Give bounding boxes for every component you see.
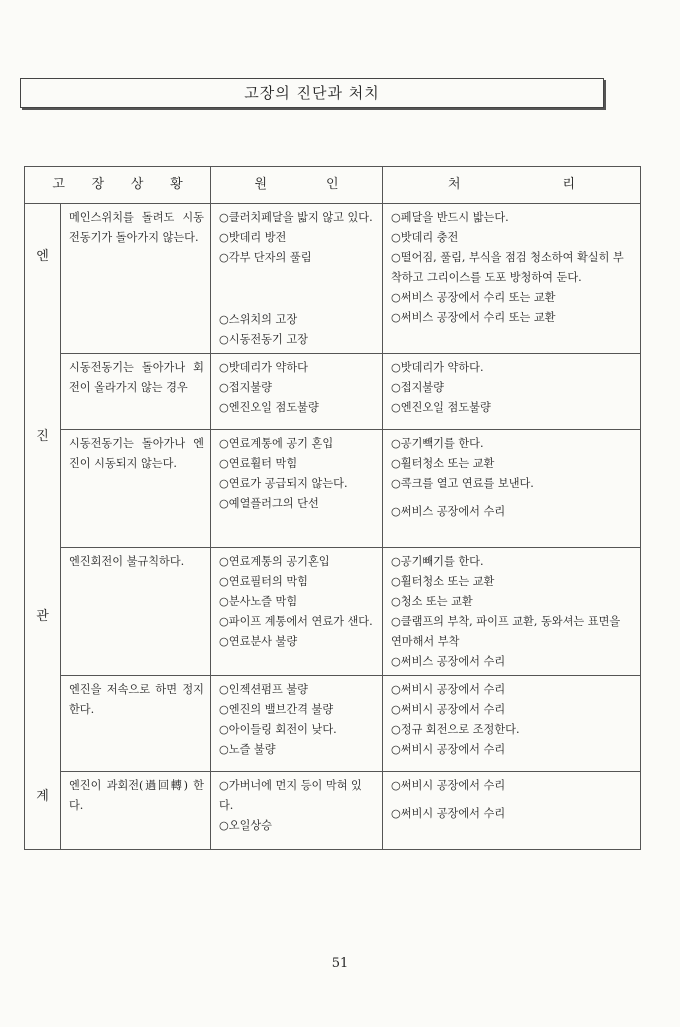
remedy-cell <box>383 676 641 772</box>
cause-cell <box>211 354 383 430</box>
cause-cell <box>211 548 383 676</box>
cause-item: ○분사노즐 막힘 <box>219 595 298 608</box>
table-header-row <box>25 167 641 204</box>
cause-item: ○스위치의 고장 <box>219 313 298 326</box>
remedy-item: ○써비시 공장에서 수리 <box>391 807 506 820</box>
cause-item: ○연료분사 불량 <box>219 635 298 648</box>
troubleshooting-table <box>24 166 641 850</box>
group-label-engine: 엔 진 관 계 <box>25 204 61 850</box>
remedy-item: ○청소 또는 교환 <box>391 595 473 608</box>
cause-item: ○가버너에 먼지 등이 막혀 있다. <box>219 779 362 812</box>
cause-item: ○오일상승 <box>219 819 272 832</box>
cause-item: ○밧데리가 약하다 <box>219 361 308 374</box>
cause-item: ○연료휠터 막힘 <box>219 457 298 470</box>
remedy-item: ○써비시 공장에서 수리 <box>391 683 506 696</box>
cause-cell <box>211 430 383 548</box>
remedy-item: ○써비시 공장에서 수리 <box>391 703 506 716</box>
page-number: 51 <box>331 956 349 971</box>
cause-cell <box>211 772 383 850</box>
remedy-item: ○떨어짐, 풀림, 부식을 점검 청소하여 확실히 부착하고 그리이스를 도포 방청하여 둔다. <box>391 251 624 284</box>
remedy-item: ○써비스 공장에서 수리 <box>391 655 506 668</box>
cause-item: ○연료계통에 공기 혼입 <box>219 437 334 450</box>
remedy-item: ○써비스 공장에서 수리 또는 교환 <box>391 311 556 324</box>
remedy-cell <box>383 430 641 548</box>
remedy-item: ○밧데리가 약하다. <box>391 361 484 374</box>
cause-item: ○접지불량 <box>219 381 272 394</box>
cause-item: ○연료가 공급되지 않는다. <box>219 477 348 490</box>
cause-item: ○예열플러그의 단선 <box>219 497 319 510</box>
table-row <box>25 676 641 772</box>
remedy-item: ○휠터청소 또는 교환 <box>391 457 495 470</box>
remedy-item: ○페달을 반드시 밟는다. <box>391 211 509 224</box>
remedy-item: ○공기빼기를 한다. <box>391 555 484 568</box>
header-remedy: 처 리 <box>383 167 641 204</box>
remedy-cell <box>383 204 641 354</box>
situation-cell: 메인스위치를 돌려도 시동전동기가 돌아가지 않는다. <box>61 204 211 354</box>
table-row <box>25 354 641 430</box>
situation-cell: 시동전동기는 돌아가나 엔진이 시동되지 않는다. <box>61 430 211 548</box>
cause-spacer <box>219 268 376 310</box>
cause-item: ○엔진의 밸브간격 불량 <box>219 703 334 716</box>
cause-item: ○노즐 불량 <box>219 743 276 756</box>
cause-item: ○엔진오일 점도불량 <box>219 401 319 414</box>
cause-item: ○시동전동기 고장 <box>219 333 308 346</box>
remedy-item: ○클램프의 부착, 파이프 교환, 동와셔는 표면을 연마해서 부착 <box>391 615 621 648</box>
cause-cell <box>211 676 383 772</box>
table-row <box>25 430 641 548</box>
table-row <box>25 204 641 354</box>
header-situation: 고 장 상 황 <box>25 167 211 204</box>
situation-cell: 엔진을 저속으로 하면 정지한다. <box>61 676 211 772</box>
remedy-cell <box>383 772 641 850</box>
cause-item: ○클러치페달을 밟지 않고 있다. <box>219 211 373 224</box>
remedy-spacer <box>391 796 634 804</box>
cause-item: ○아이들링 회전이 낮다. <box>219 723 337 736</box>
table-row <box>25 772 641 850</box>
remedy-item: ○써비스 공장에서 수리 또는 교환 <box>391 291 556 304</box>
remedy-item: ○정규 회전으로 조정한다. <box>391 723 520 736</box>
remedy-item: ○써비시 공장에서 수리 <box>391 743 506 756</box>
cause-item: ○파이프 계통에서 연료가 샌다. <box>219 615 373 628</box>
situation-cell: 시동전동기는 돌아가나 회전이 올라가지 않는 경우 <box>61 354 211 430</box>
header-cause: 원 인 <box>211 167 383 204</box>
cause-item: ○각부 단자의 풀림 <box>219 251 312 264</box>
remedy-item: ○밧데리 충전 <box>391 231 459 244</box>
situation-cell: 엔진회전이 불규칙하다. <box>61 548 211 676</box>
remedy-cell <box>383 548 641 676</box>
remedy-item: ○접지불량 <box>391 381 444 394</box>
cause-item: ○연료필터의 막힘 <box>219 575 308 588</box>
remedy-item: ○써비스 공장에서 수리 <box>391 505 506 518</box>
page-title: 고장의 진단과 처치 <box>20 78 604 108</box>
remedy-item: ○써비시 공장에서 수리 <box>391 779 506 792</box>
cause-item: ○연료계통의 공기혼입 <box>219 555 330 568</box>
cause-item: ○밧데리 방전 <box>219 231 287 244</box>
remedy-item: ○엔진오일 점도불량 <box>391 401 491 414</box>
cause-cell <box>211 204 383 354</box>
remedy-spacer <box>391 494 634 502</box>
situation-cell: 엔진이 과회전(過回轉) 한다. <box>61 772 211 850</box>
table-row <box>25 548 641 676</box>
remedy-item: ○콕크를 열고 연료를 보낸다. <box>391 477 534 490</box>
remedy-item: ○공기빽기를 한다. <box>391 437 484 450</box>
cause-item: ○인젝션펌프 불량 <box>219 683 308 696</box>
remedy-cell <box>383 354 641 430</box>
remedy-item: ○휠터청소 또는 교환 <box>391 575 495 588</box>
